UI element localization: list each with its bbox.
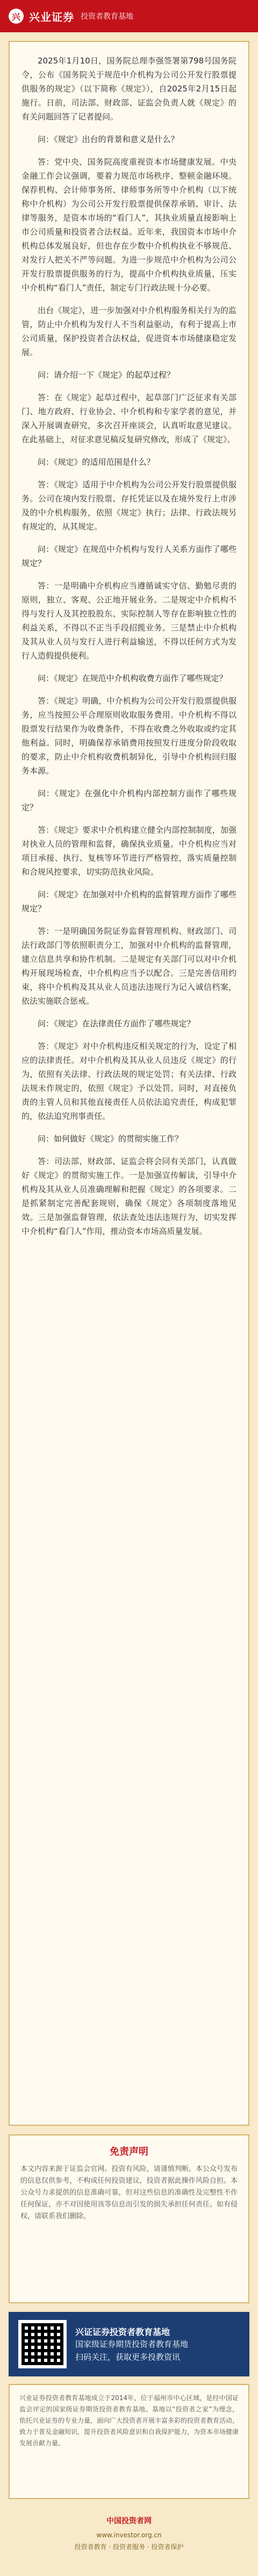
article-question: 问：《规定》在强化中介机构内部控制方面作了哪些规定？ (22, 789, 236, 812)
disclaimer-text: 本文内容来源于证监会官网。投资有风险，请谨慎判断。本公众号发布的信息仅供参考，不构成任何投资建议，投资者据此操作风险自担。本公众号力求提供的信息准确可靠，但对这些信息的准确性及完整性不作任何保证，亦不对因使用该等信息而引发的损失承担任何责任。如有侵权，请联系我们删除。 (20, 2165, 238, 2220)
header-tagline: 投资者教育基地 (81, 12, 133, 21)
article-paragraph: 出台《规定》，进一步加强对中介机构服务相关行为的监管，防止中介机构为发行人不当利益驱动，有利于提高上市公司质量，保护投资者合法权益，促进资本市场健康稳定发展。 (22, 306, 236, 357)
intro-box (9, 2384, 249, 2499)
footer-slogan: 投资者教育 · 投资者服务 · 投资者保护 (74, 2543, 184, 2551)
footer (0, 2507, 258, 2576)
brand-name: 兴业证券 (29, 10, 74, 24)
article-paragraph: 2025年1月10日，国务院总理李强签署第798号国务院令，公布《国务院关于规范中介机构为公司公开发行股票提供服务的规定》（以下简称《规定》），自2025年2月15日起施行。日前，司法部、财政部、证监会负责人就《规定》的有关问题回答了记者提问。 (22, 56, 236, 122)
article-paragraph: 答：司法部、财政部、证监会将会同有关部门，认真做好《规定》的贯彻实施工作。一是加强宣传解读，引导中介机构及其从业人员准确理解和把握《规定》的各项要求。二是抓紧制定完善配套规则，确保《规定》各项制度落地见效。三是加强监督管理，依法查处违法违规行为，切实发挥中介机构“看门人”作用，推动资本市场高质量发展。 (22, 1156, 236, 1236)
disclaimer-title: 免责声明 (110, 2146, 148, 2158)
article-paragraph: 答：在《规定》起草过程中，起草部门广泛征求有关部门、地方政府、行业协会、中介机构和专家学者的意见，并深入开展调查研究，多次召开座谈会，认真听取意见建议。在此基础上，对征求意见稿反复研究修改，形成了《规定》。 (22, 393, 236, 444)
article-paragraph: 答：《规定》适用于中介机构为公司公开发行股票提供服务。公司在境内发行股票、存托凭证以及在境外发行上市涉及的中介机构服务，依照《规定》执行；法律、行政法规另有规定的，从其规定。 (22, 480, 236, 531)
banner-title: 兴证证券投资者教育基地 (75, 2326, 170, 2337)
footer-title: 中国投资者网 (106, 2517, 152, 2525)
article-question: 问：《规定》在法律责任方面作了哪些规定？ (38, 1019, 195, 1028)
article-question: 问：《规定》出台的背景和意义是什么？ (38, 134, 179, 144)
article-paragraph: 答：一是明确国务院证券监督管理机构、财政部门、司法行政部门等依照职责分工，加强对中介机构的监督管理，建立信息共享和协作机制。二是规定有关部门可以对中介机构开展现场检查，中介机构应当予以配合。三是完善信用约束，将中介机构及其从业人员违法违规行为记入诚信档案，依法实施联合惩戒。 (22, 926, 236, 1006)
article-question: 问：请介绍一下《规定》的起草过程？ (38, 370, 175, 380)
footer-url-link[interactable]: www.investor.org.cn (96, 2531, 162, 2539)
article-paragraph: 答：《规定》对中介机构违反相关规定的行为，设定了相应的法律责任。对中介机构及其从业人员违反《规定》的行为，依照有关法律、行政法规的规定处罚；有关法律、行政法规未作规定的，依照《规定》予以处罚。同时，对直接负责的主管人员和其他直接责任人员依法追究责任，构成犯罪的，依法追究刑事责任。 (22, 1041, 236, 1121)
article-question: 问：《规定》在加强对中介机构的监督管理方面作了哪些规定？ (22, 890, 236, 913)
brand-logo-icon: 兴 (9, 9, 24, 24)
article-question: 问：《规定》在规范中介机构收费方面作了哪些规定？ (38, 673, 227, 683)
disclaimer-box (9, 2134, 249, 2303)
qr-code-icon[interactable] (18, 2320, 67, 2368)
article-paragraph: 答：《规定》要求中介机构建立健全内部控制制度，加强对执业人员的管理和监督，确保执业质量。中介机构应当对项目承接、执行、复核等环节进行严格管控，落实质量控制和合规风控要求，切实防范执业风险。 (22, 825, 236, 877)
banner-line2: 扫码关注，获取更多投教资讯 (75, 2352, 181, 2362)
header-bar (0, 0, 258, 32)
article-paragraph: 答：《规定》明确，中介机构为公司公开发行股票提供服务，应当按照公平合理原则收取服务费用。中介机构不得以股票发行结果作为收费条件，不得在收费之外收取或约定其他利益。同时，明确保荐承销费用按照发行进度分阶段收取的要求，防止中介机构收费机制异化，引导中介机构回归服务本源。 (22, 696, 236, 776)
article-paragraph: 答：党中央、国务院高度重视资本市场健康发展。中央金融工作会议强调，要着力规范市场秩序、整顿金融环境。保荐机构、会计师事务所、律师事务所等中介机构（以下统称中介机构）为公司公开发行股票提供保荐承销、审计、法律等服务，是资本市场的“看门人”，其执业质量直接影响上市公司质量和投资者合法权益。近年来，我国资本市场中介机构总体发展良好，但也存在少数中介机构执业不够规范、对发行人把关不严等问题。为进一步规范中介机构为公司公开发行股票提供服务的行为，提高中介机构执业质量，压实中介机构“看门人”责任，制定专门行政法规十分必要。 (22, 157, 236, 293)
article-question: 问：如何做好《规定》的贯彻实施工作？ (38, 1134, 183, 1144)
banner-line1: 国家级证券期货投资者教育基地 (75, 2339, 189, 2349)
article-question: 问：《规定》在规范中介机构与发行人关系方面作了哪些规定？ (22, 544, 236, 568)
article-paragraph: 答：一是明确中介机构应当遵循诚实守信、勤勉尽责的原则，独立、客观、公正地开展业务。二是规定中介机构不得与发行人及其控股股东、实际控制人等存在影响独立性的利益关系，不得以不正当手段招揽业务。三是禁止中介机构及其从业人员与发行人进行利益输送，不得以任何方式为发行人造假提供便利。 (22, 581, 236, 661)
article-card (9, 41, 249, 2126)
qr-banner[interactable] (9, 2312, 249, 2376)
intro-text: 兴业证券投资者教育基地成立于2014年，位于福州市中心区域，是经中国证监会评定的国家级证券期货投资者教育基地。基地以“投资者之家”为理念，依托兴业证券的专业力量，面向广大投资者开展丰富多彩的投资者教育活动，致力于普及金融知识，提升投资者风险意识和自我保护能力，为资本市场健康发展贡献力量。 (19, 2394, 239, 2447)
article-question: 问：《规定》的适用范围是什么？ (38, 457, 155, 467)
